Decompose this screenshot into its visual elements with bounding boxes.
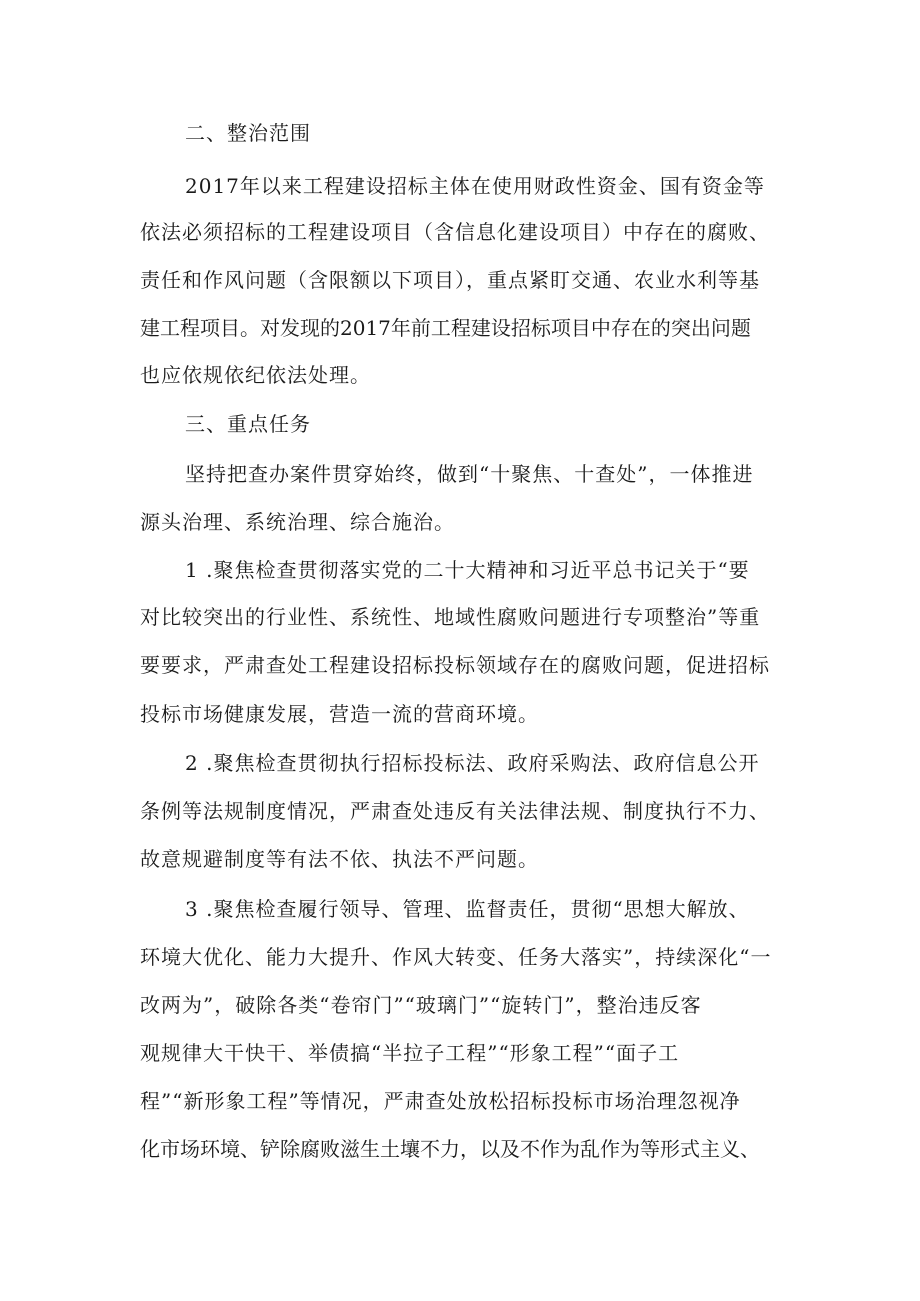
list-item-line: 程”“新形象工程”等情况，严肃查处放松招标投标市场治理忽视净 [140, 1089, 741, 1113]
section-heading-scope: 二、整治范围 [185, 121, 311, 145]
paragraph-line: 责任和作风问题（含限额以下项目），重点紧盯交通、农业水利等基 [140, 268, 760, 292]
paragraph-line: 依法必须招标的工程建设项目（含信息化建设项目）中存在的腐败、 [140, 220, 770, 244]
section-heading-tasks: 三、重点任务 [185, 412, 311, 436]
list-item-line: 2 .聚焦检查贯彻执行招标投标法、政府采购法、政府信息公开 [185, 751, 760, 775]
paragraph-line: 源头治理、系统治理、综合施治。 [140, 510, 455, 534]
paragraph-line: 建工程项目。对发现的2017年前工程建设招标项目中存在的突出问题 [140, 316, 751, 340]
list-item-line: 故意规避制度等有法不依、执法不严问题。 [140, 847, 539, 871]
list-item-line: 3 .聚焦检查履行领导、管理、监督责任，贯彻“思想大解放、 [185, 897, 750, 921]
paragraph-line: 坚持把查办案件贯穿始终，做到“十聚焦、十查处”，一体推进 [185, 462, 754, 486]
list-item-line: 化市场环境、铲除腐败滋生土壤不力，以及不作为乱作为等形式主义、 [140, 1137, 760, 1161]
list-item-line: 环境大优化、能力大提升、作风大转变、任务大落实”，持续深化“一 [140, 945, 772, 969]
list-item-line: 要要求，严肃查处工程建设招标投标领域存在的腐败问题，促进招标 [140, 653, 770, 677]
list-item-line: 投标市场健康发展，营造一流的营商环境。 [140, 702, 539, 726]
list-item-line: 1 .聚焦检查贯彻落实党的二十大精神和习近平总书记关于“要 [185, 558, 750, 582]
list-item-line: 条例等法规制度情况，严肃查处违反有关法律法规、制度执行不力、 [140, 799, 770, 823]
list-item-line: 改两为”，破除各类“卷帘门”“玻璃门”“旋转门”，整治违反客 [140, 993, 702, 1017]
list-item-line: 对比较突出的行业性、系统性、地域性腐败问题进行专项整治”等重 [140, 605, 761, 629]
paragraph-line: 2017年以来工程建设招标主体在使用财政性资金、国有资金等 [185, 174, 765, 198]
paragraph-line: 也应依规依纪依法处理。 [140, 363, 371, 387]
list-item-line: 观规律大干快干、举债搞“半拉子工程”“形象工程”“面子工 [140, 1041, 680, 1065]
